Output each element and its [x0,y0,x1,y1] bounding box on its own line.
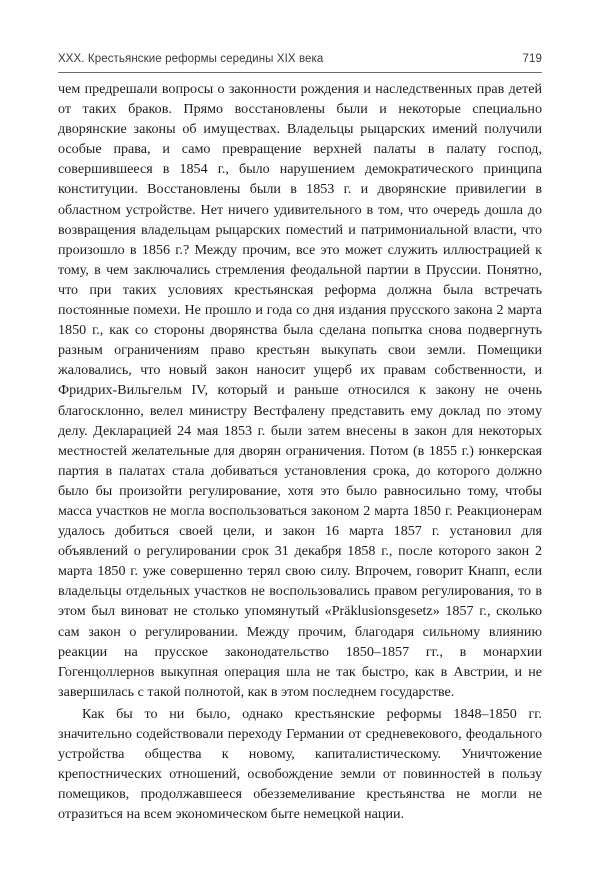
main-text [58,79,542,824]
page-number: 719 [522,53,542,65]
chapter-title: XXX. Крестьянские реформы середины XIX века [58,53,324,65]
running-header [58,53,542,71]
header-rule [58,72,542,73]
paragraph-conclusion: Как бы то ни было, однако крестьянские реформы 1848–1850 гг. значительно содействовали переходу Германии от средневекового, феодального устройства общества к новому, капиталистическому. Уничтожение крепостнических отношений, освобождение земли от повинностей в пользу помещиков, продолжавшееся обезземеливание крестьянства не могли не отразиться на всем экономическом быте немецкой нации. [58,705,542,823]
paragraph-continued: чем предрешали вопросы о законности рождения и наследственных прав детей от таких браков. Прямо восстановлены были и некоторые специально дворянские законы об имуществах. Владельцы рыцарских имений получили особые права, и само превращение верхней палаты в палату господ, совершившееся в 1854 г., было нарушением демократического принципа конституции. Восстановлены были в 1853 г. и дворянские привилегии в областном устройстве. Нет ничего удивительного в том, что очередь дошла до возвращения владельцам рыцарских поместий и патримониальной власти, что произошло в 1856 г.? Между прочим, все это может служить иллюстрацией к тому, в чем заключались стремления феодальной партии в Пруссии. Понятно, что при таких условиях крестьянская реформа должна была встречать постоянные помехи. Не прошло и года со дня издания прусского закона 2 марта 1850 г., как со стороны дворянства была сделана попытка снова подвергнуть разным ограничениям право крестьян выкупать свои земли. Помещики жаловались, что новый закон наносит ущерб их правам собственности, и Фридрих-Вильгельм IV, который и раньше относился к закону не очень благосклонно, велел министру Вестфалену представить ему доклад по этому делу. Декларацией 24 мая 1853 г. были затем внесены в закон для некоторых местностей желательные для дворян ограничения. Потом (в 1855 г.) юнкерская партия в палатах стала добиваться установления срока, до которого должно было бы произойти регулирование, хотя это было равносильно тому, чтобы масса участков не могла воспользоваться законом 2 марта 1850 г. Реакционерам удалось добиться своей цели, и закон 16 марта 1857 г. установил для объявлений о регулировании срок 31 декабря 1858 г., после которого закон 2 марта 1850 г. уже совершенно терял свою силу. Впрочем, говорит Кнапп, если владельцы отдельных участков не воспользовались правом регулирования, то в этом был виноват не столько упомянутый «Präklusionsgesetz» 1857 г., сколько сам закон о регулировании. Между прочим, благодаря сильному влиянию реакции на прусское законодательство 1850–1857 гг., в монархии Гогенцоллернов выкупная операция шла не так быстро, как в Австрии, и не завершилась с такой полнотой, как в этом последнем государстве. [58,81,542,700]
